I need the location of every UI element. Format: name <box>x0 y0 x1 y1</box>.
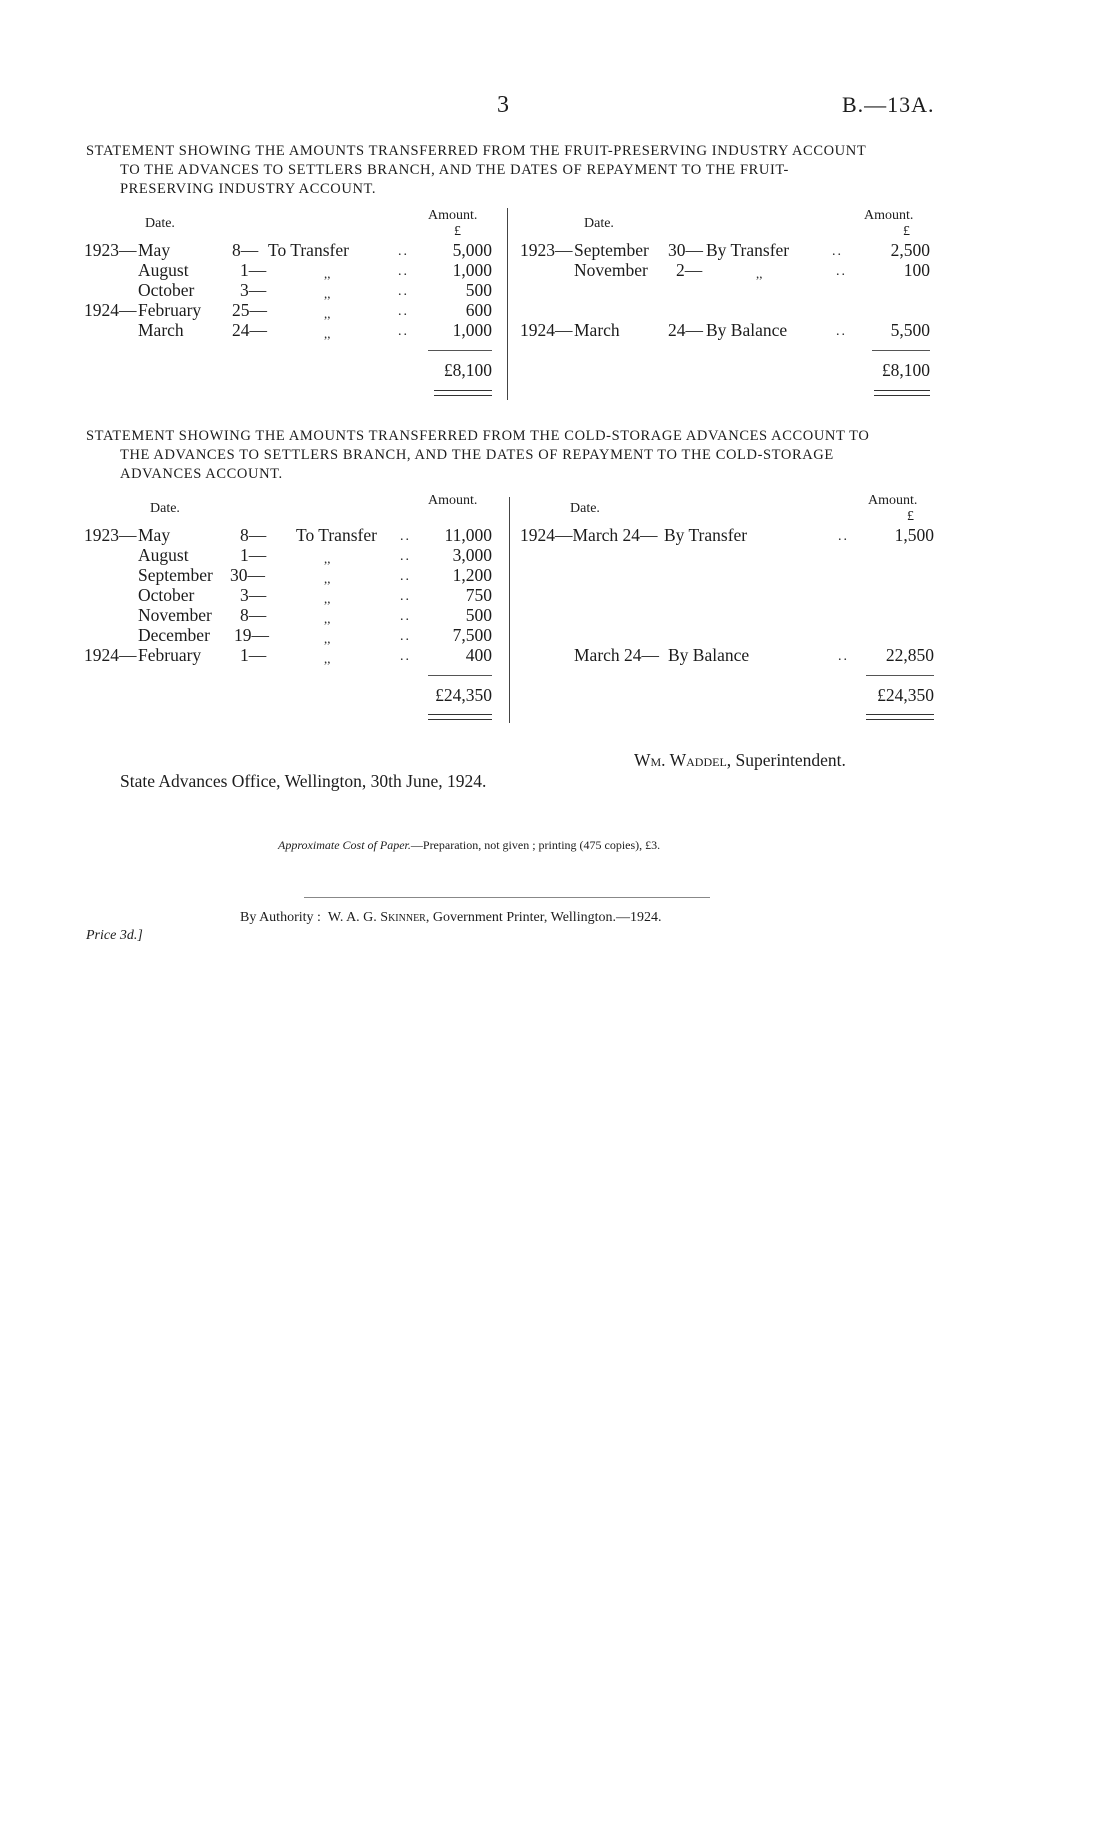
month: February <box>138 300 202 320</box>
date: March 24— <box>574 645 660 665</box>
day: 30— <box>230 565 265 585</box>
total-amount: £8,100 <box>443 360 492 380</box>
signature <box>634 750 846 771</box>
description: By Transfer <box>706 240 790 260</box>
description: To Transfer <box>268 240 349 260</box>
amount: 750 <box>465 585 492 605</box>
month: December <box>138 625 210 645</box>
amount-column-header: Amount. <box>868 493 918 508</box>
statement1-heading <box>86 142 936 199</box>
leader-dots: .. <box>400 649 411 664</box>
day: 3— <box>240 585 267 605</box>
heading-line: TO THE ADVANCES TO SETTLERS BRANCH, AND THE DATES OF REPAYMENT TO THE FRUIT- <box>120 162 789 178</box>
month: February <box>138 645 202 665</box>
day: 25— <box>232 300 267 320</box>
price: Price 3d.] <box>86 928 143 943</box>
month: March <box>574 320 620 340</box>
leader-dots: .. <box>838 529 849 544</box>
date-column-header: Date. <box>570 501 600 516</box>
total-rule <box>428 350 492 351</box>
month: October <box>138 585 195 605</box>
total-amount: £24,350 <box>877 685 934 705</box>
amount: 5,000 <box>452 240 492 260</box>
authority-prefix: By Authority : <box>240 910 321 925</box>
document-reference: B.—13A. <box>842 92 935 117</box>
leader-dots: .. <box>400 609 411 624</box>
cost-note <box>278 838 660 853</box>
ditto-mark: ,, <box>324 266 331 281</box>
ditto-mark: ,, <box>324 306 331 321</box>
cost-note-label: Approximate Cost of Paper. <box>278 838 411 852</box>
month: November <box>574 260 648 280</box>
page-number: 3 <box>497 92 509 118</box>
month: May <box>138 240 171 260</box>
leader-dots: .. <box>398 284 409 299</box>
year: 1923— <box>84 240 137 260</box>
description: To Transfer <box>296 525 377 545</box>
currency-symbol: £ <box>907 509 914 524</box>
leader-dots: .. <box>400 589 411 604</box>
total-rule <box>872 350 930 351</box>
year: 1924— <box>84 645 137 665</box>
amount: 2,500 <box>890 240 930 260</box>
ditto-mark: ,, <box>756 266 763 281</box>
double-rule <box>874 390 930 396</box>
day: 24— <box>232 320 267 340</box>
amount: 500 <box>465 280 492 300</box>
column-divider <box>507 208 508 400</box>
signatory-title: , Superintendent. <box>726 750 846 770</box>
amount-column-header: Amount. <box>428 493 478 508</box>
leader-dots: .. <box>398 324 409 339</box>
authority-suffix: , Government Printer, Wellington.—1924. <box>425 910 662 925</box>
date-column-header: Date. <box>584 216 614 231</box>
printer-name: W. A. G. Skinner <box>327 910 426 925</box>
description: By Balance <box>706 320 788 340</box>
amount-column-header: Amount. <box>428 208 478 223</box>
amount: 5,500 <box>890 320 930 340</box>
heading-line: ADVANCES ACCOUNT. <box>120 466 283 482</box>
leader-dots: .. <box>838 649 849 664</box>
signatory-name: Wm. Waddel <box>634 750 727 770</box>
office-date-line: State Advances Office, Wellington, 30th June, 1924. <box>120 771 487 791</box>
double-rule <box>428 714 492 720</box>
day: 8— <box>240 525 267 545</box>
leader-dots: .. <box>398 264 409 279</box>
year: 1924— <box>520 320 573 340</box>
day: 19— <box>234 625 269 645</box>
day: 3— <box>240 280 267 300</box>
ditto-mark: ,, <box>324 326 331 341</box>
amount: 7,500 <box>452 625 492 645</box>
leader-dots: .. <box>398 244 409 259</box>
month: November <box>138 605 212 625</box>
ditto-mark: ,, <box>324 651 331 666</box>
month: March <box>138 320 184 340</box>
statement2-heading <box>86 427 936 484</box>
ditto-mark: ,, <box>324 611 331 626</box>
year: 1923— <box>84 525 137 545</box>
amount: 22,850 <box>885 645 934 665</box>
amount: 3,000 <box>452 545 492 565</box>
month: May <box>138 525 171 545</box>
day: 24— <box>668 320 703 340</box>
day: 2— <box>676 260 703 280</box>
divider <box>304 897 710 898</box>
amount: 600 <box>465 300 492 320</box>
date-column-header: Date. <box>145 216 175 231</box>
amount: 1,000 <box>452 260 492 280</box>
description: By Transfer <box>664 525 748 545</box>
leader-dots: .. <box>400 549 411 564</box>
ditto-mark: ,, <box>324 571 331 586</box>
authority-line <box>240 910 661 926</box>
leader-dots: .. <box>832 244 843 259</box>
currency-symbol: £ <box>454 224 461 239</box>
leader-dots: .. <box>400 569 411 584</box>
ditto-mark: ,, <box>324 286 331 301</box>
description: By Balance <box>668 645 750 665</box>
amount: 1,200 <box>452 565 492 585</box>
leader-dots: .. <box>398 304 409 319</box>
amount: 500 <box>465 605 492 625</box>
heading-line: THE ADVANCES TO SETTLERS BRANCH, AND THE DATES OF REPAYMENT TO THE COLD-STORAGE <box>120 447 834 463</box>
ditto-mark: ,, <box>324 551 331 566</box>
total-amount: £8,100 <box>881 360 930 380</box>
heading-line: PRESERVING INDUSTRY ACCOUNT. <box>120 181 377 197</box>
leader-dots: .. <box>836 324 847 339</box>
column-divider <box>509 497 510 723</box>
double-rule <box>866 714 934 720</box>
ditto-mark: ,, <box>324 591 331 606</box>
currency-symbol: £ <box>903 224 910 239</box>
year: 1924— <box>84 300 137 320</box>
month: September <box>138 565 213 585</box>
amount: 100 <box>903 260 930 280</box>
heading-line: STATEMENT SHOWING THE AMOUNTS TRANSFERRED FROM THE COLD-STORAGE ADVANCES ACCOUNT TO <box>86 428 870 444</box>
total-amount: £24,350 <box>435 685 492 705</box>
month: September <box>574 240 649 260</box>
amount: 400 <box>465 645 492 665</box>
day: 30— <box>668 240 703 260</box>
amount: 1,500 <box>894 525 934 545</box>
heading-line: STATEMENT SHOWING THE AMOUNTS TRANSFERRED FROM THE FRUIT-PRESERVING INDUSTRY ACCOUNT <box>86 143 867 159</box>
day: 1— <box>240 260 267 280</box>
ditto-mark: ,, <box>324 631 331 646</box>
total-rule <box>428 675 492 676</box>
date: 1924—March 24— <box>520 525 658 545</box>
amount: 1,000 <box>452 320 492 340</box>
year: 1923— <box>520 240 573 260</box>
month: August <box>138 545 189 565</box>
total-rule <box>866 675 934 676</box>
day: 1— <box>240 645 267 665</box>
amount-column-header: Amount. <box>864 208 914 223</box>
leader-dots: .. <box>400 529 411 544</box>
double-rule <box>434 390 492 396</box>
month: August <box>138 260 189 280</box>
day: 1— <box>240 545 267 565</box>
cost-note-text: —Preparation, not given ; printing (475 copies), £3. <box>410 838 661 852</box>
day: 8— <box>240 605 267 625</box>
date-column-header: Date. <box>150 501 180 516</box>
amount: 11,000 <box>444 525 492 545</box>
month: October <box>138 280 195 300</box>
day: 8— <box>232 240 259 260</box>
leader-dots: .. <box>400 629 411 644</box>
leader-dots: .. <box>836 264 847 279</box>
